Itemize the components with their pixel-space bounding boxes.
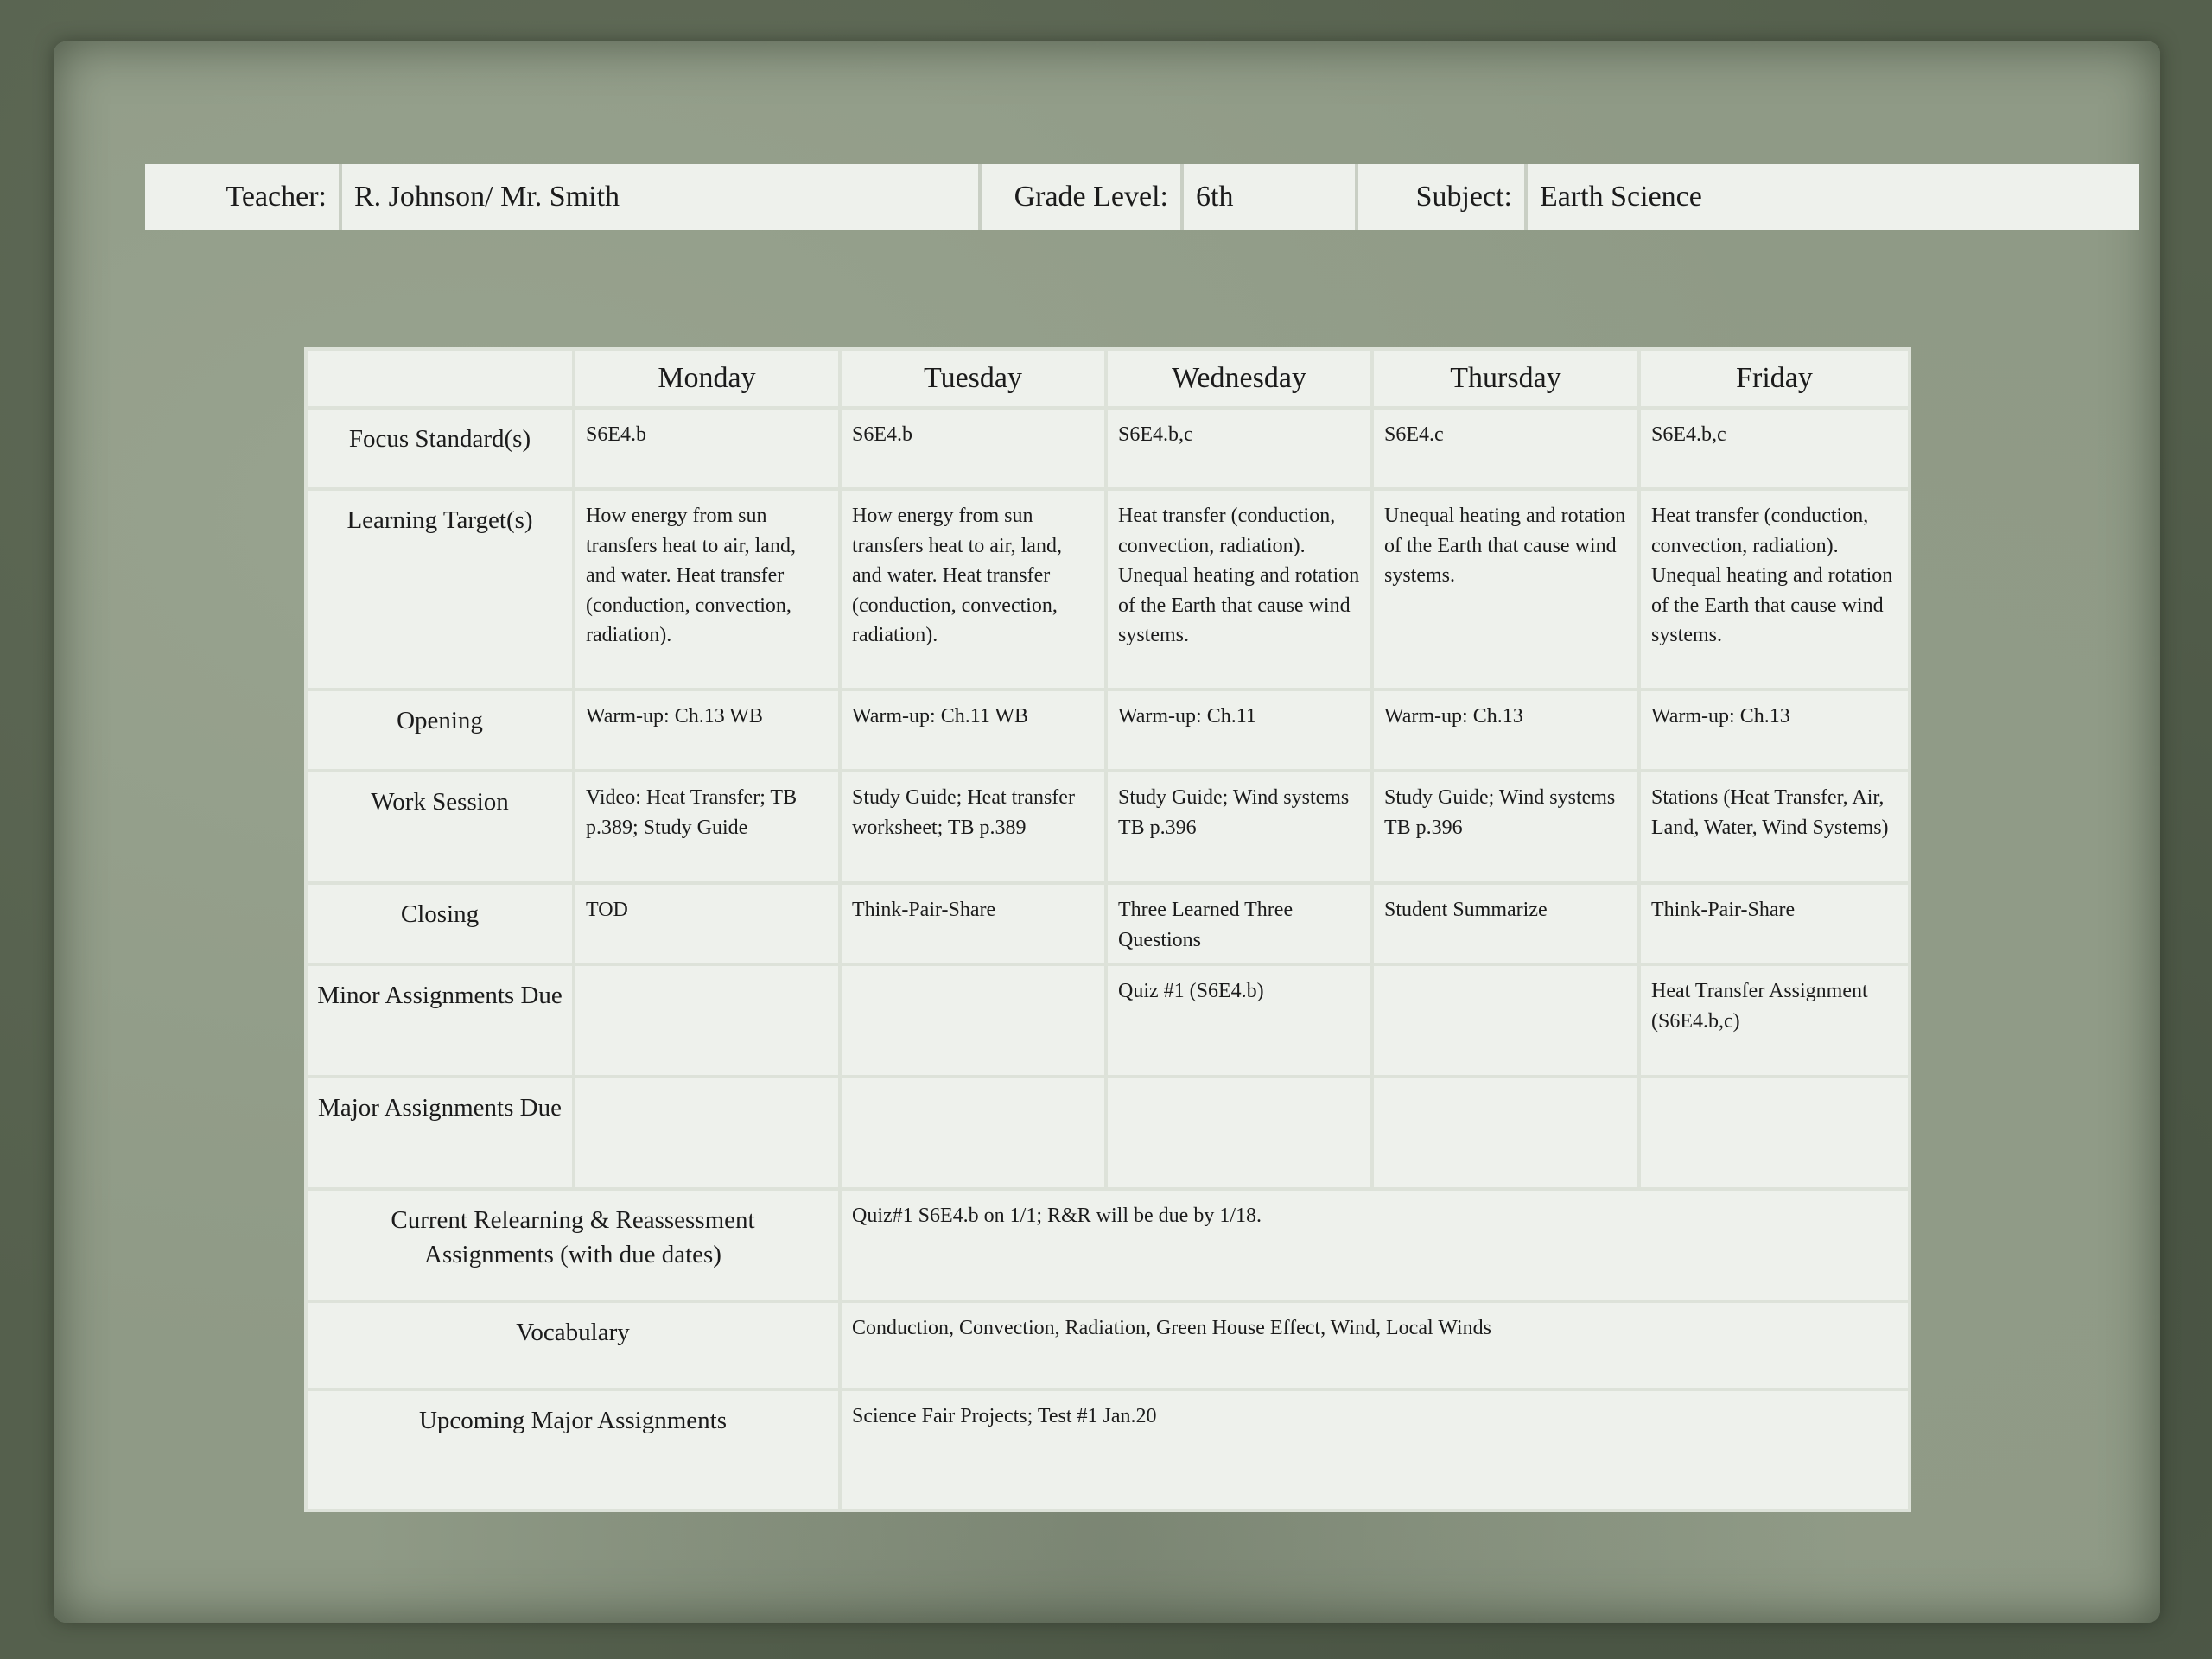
work-session-thursday: Study Guide; Wind systems TB p.396 — [1372, 771, 1639, 883]
minor-assignments-thursday — [1372, 964, 1639, 1077]
day-header-wednesday: Wednesday — [1106, 349, 1372, 408]
major-assignments-label: Major Assignments Due — [306, 1077, 574, 1189]
learning-target-row — [306, 489, 1910, 690]
opening-wednesday: Warm-up: Ch.11 — [1106, 690, 1372, 771]
learning-target-thursday: Unequal heating and rotation of the Earth that cause wind systems. — [1372, 489, 1639, 690]
focus-standard-thursday: S6E4.c — [1372, 408, 1639, 489]
minor-assignments-monday — [574, 964, 840, 1077]
vocabulary-value: Conduction, Convection, Radiation, Green House Effect, Wind, Local Winds — [840, 1301, 1910, 1389]
lesson-plan-table — [304, 347, 1911, 1512]
minor-assignments-tuesday — [840, 964, 1106, 1077]
relearning-value: Quiz#1 S6E4.b on 1/1; R&R will be due by 1/18. — [840, 1189, 1910, 1301]
grade-level-label: Grade Level: — [1014, 181, 1168, 213]
focus-standard-friday: S6E4.b,c — [1639, 408, 1910, 489]
major-assignments-wednesday — [1106, 1077, 1372, 1189]
learning-target-label: Learning Target(s) — [306, 489, 574, 690]
opening-tuesday: Warm-up: Ch.11 WB — [840, 690, 1106, 771]
minor-assignments-row — [306, 964, 1910, 1077]
major-assignments-row — [306, 1077, 1910, 1189]
work-session-row — [306, 771, 1910, 883]
minor-assignments-label: Minor Assignments Due — [306, 964, 574, 1077]
work-session-wednesday: Study Guide; Wind systems TB p.396 — [1106, 771, 1372, 883]
opening-label: Opening — [306, 690, 574, 771]
minor-assignments-wednesday: Quiz #1 (S6E4.b) — [1106, 964, 1372, 1077]
header-bar — [145, 164, 2139, 230]
day-header-friday: Friday — [1639, 349, 1910, 408]
vocabulary-row — [306, 1301, 1910, 1389]
vocabulary-label: Vocabulary — [306, 1301, 840, 1389]
closing-monday: TOD — [574, 883, 840, 964]
relearning-row — [306, 1189, 1910, 1301]
focus-standard-wednesday: S6E4.b,c — [1106, 408, 1372, 489]
work-session-monday: Video: Heat Transfer; TB p.389; Study Guide — [574, 771, 840, 883]
closing-tuesday: Think-Pair-Share — [840, 883, 1106, 964]
relearning-label: Current Relearning & Reassessment Assignments (with due dates) — [306, 1189, 840, 1301]
teacher-value: R. Johnson/ Mr. Smith — [339, 164, 982, 230]
work-session-label: Work Session — [306, 771, 574, 883]
upcoming-value: Science Fair Projects; Test #1 Jan.20 — [840, 1389, 1910, 1510]
opening-thursday: Warm-up: Ch.13 — [1372, 690, 1639, 771]
learning-target-monday: How energy from sun transfers heat to air, land, and water. Heat transfer (conduction, convection, radiation). — [574, 489, 840, 690]
closing-row — [306, 883, 1910, 964]
work-session-friday: Stations (Heat Transfer, Air, Land, Water, Wind Systems) — [1639, 771, 1910, 883]
subject-label: Subject: — [1415, 181, 1512, 213]
teacher-label: Teacher: — [226, 181, 327, 213]
subject-value: Earth Science — [1524, 164, 2139, 230]
upcoming-row — [306, 1389, 1910, 1510]
work-session-tuesday: Study Guide; Heat transfer worksheet; TB p.389 — [840, 771, 1106, 883]
day-header-row — [306, 349, 1910, 408]
learning-target-wednesday: Heat transfer (conduction, convection, radiation). Unequal heating and rotation of the Earth that cause wind systems. — [1106, 489, 1372, 690]
minor-assignments-friday: Heat Transfer Assignment (S6E4.b,c) — [1639, 964, 1910, 1077]
opening-friday: Warm-up: Ch.13 — [1639, 690, 1910, 771]
closing-friday: Think-Pair-Share — [1639, 883, 1910, 964]
learning-target-tuesday: How energy from sun transfers heat to air, land, and water. Heat transfer (conduction, convection, radiation). — [840, 489, 1106, 690]
upcoming-label: Upcoming Major Assignments — [306, 1389, 840, 1510]
closing-label: Closing — [306, 883, 574, 964]
major-assignments-tuesday — [840, 1077, 1106, 1189]
opening-monday: Warm-up: Ch.13 WB — [574, 690, 840, 771]
day-header-tuesday: Tuesday — [840, 349, 1106, 408]
closing-thursday: Student Summarize — [1372, 883, 1639, 964]
grade-level-value: 6th — [1180, 164, 1358, 230]
focus-standard-label: Focus Standard(s) — [306, 408, 574, 489]
learning-target-friday: Heat transfer (conduction, convection, radiation). Unequal heating and rotation of the Earth that cause wind systems. — [1639, 489, 1910, 690]
day-header-thursday: Thursday — [1372, 349, 1639, 408]
corner-cell — [306, 349, 574, 408]
focus-standard-tuesday: S6E4.b — [840, 408, 1106, 489]
major-assignments-friday — [1639, 1077, 1910, 1189]
opening-row — [306, 690, 1910, 771]
day-header-monday: Monday — [574, 349, 840, 408]
major-assignments-thursday — [1372, 1077, 1639, 1189]
focus-standard-monday: S6E4.b — [574, 408, 840, 489]
focus-standard-row — [306, 408, 1910, 489]
major-assignments-monday — [574, 1077, 840, 1189]
closing-wednesday: Three Learned Three Questions — [1106, 883, 1372, 964]
